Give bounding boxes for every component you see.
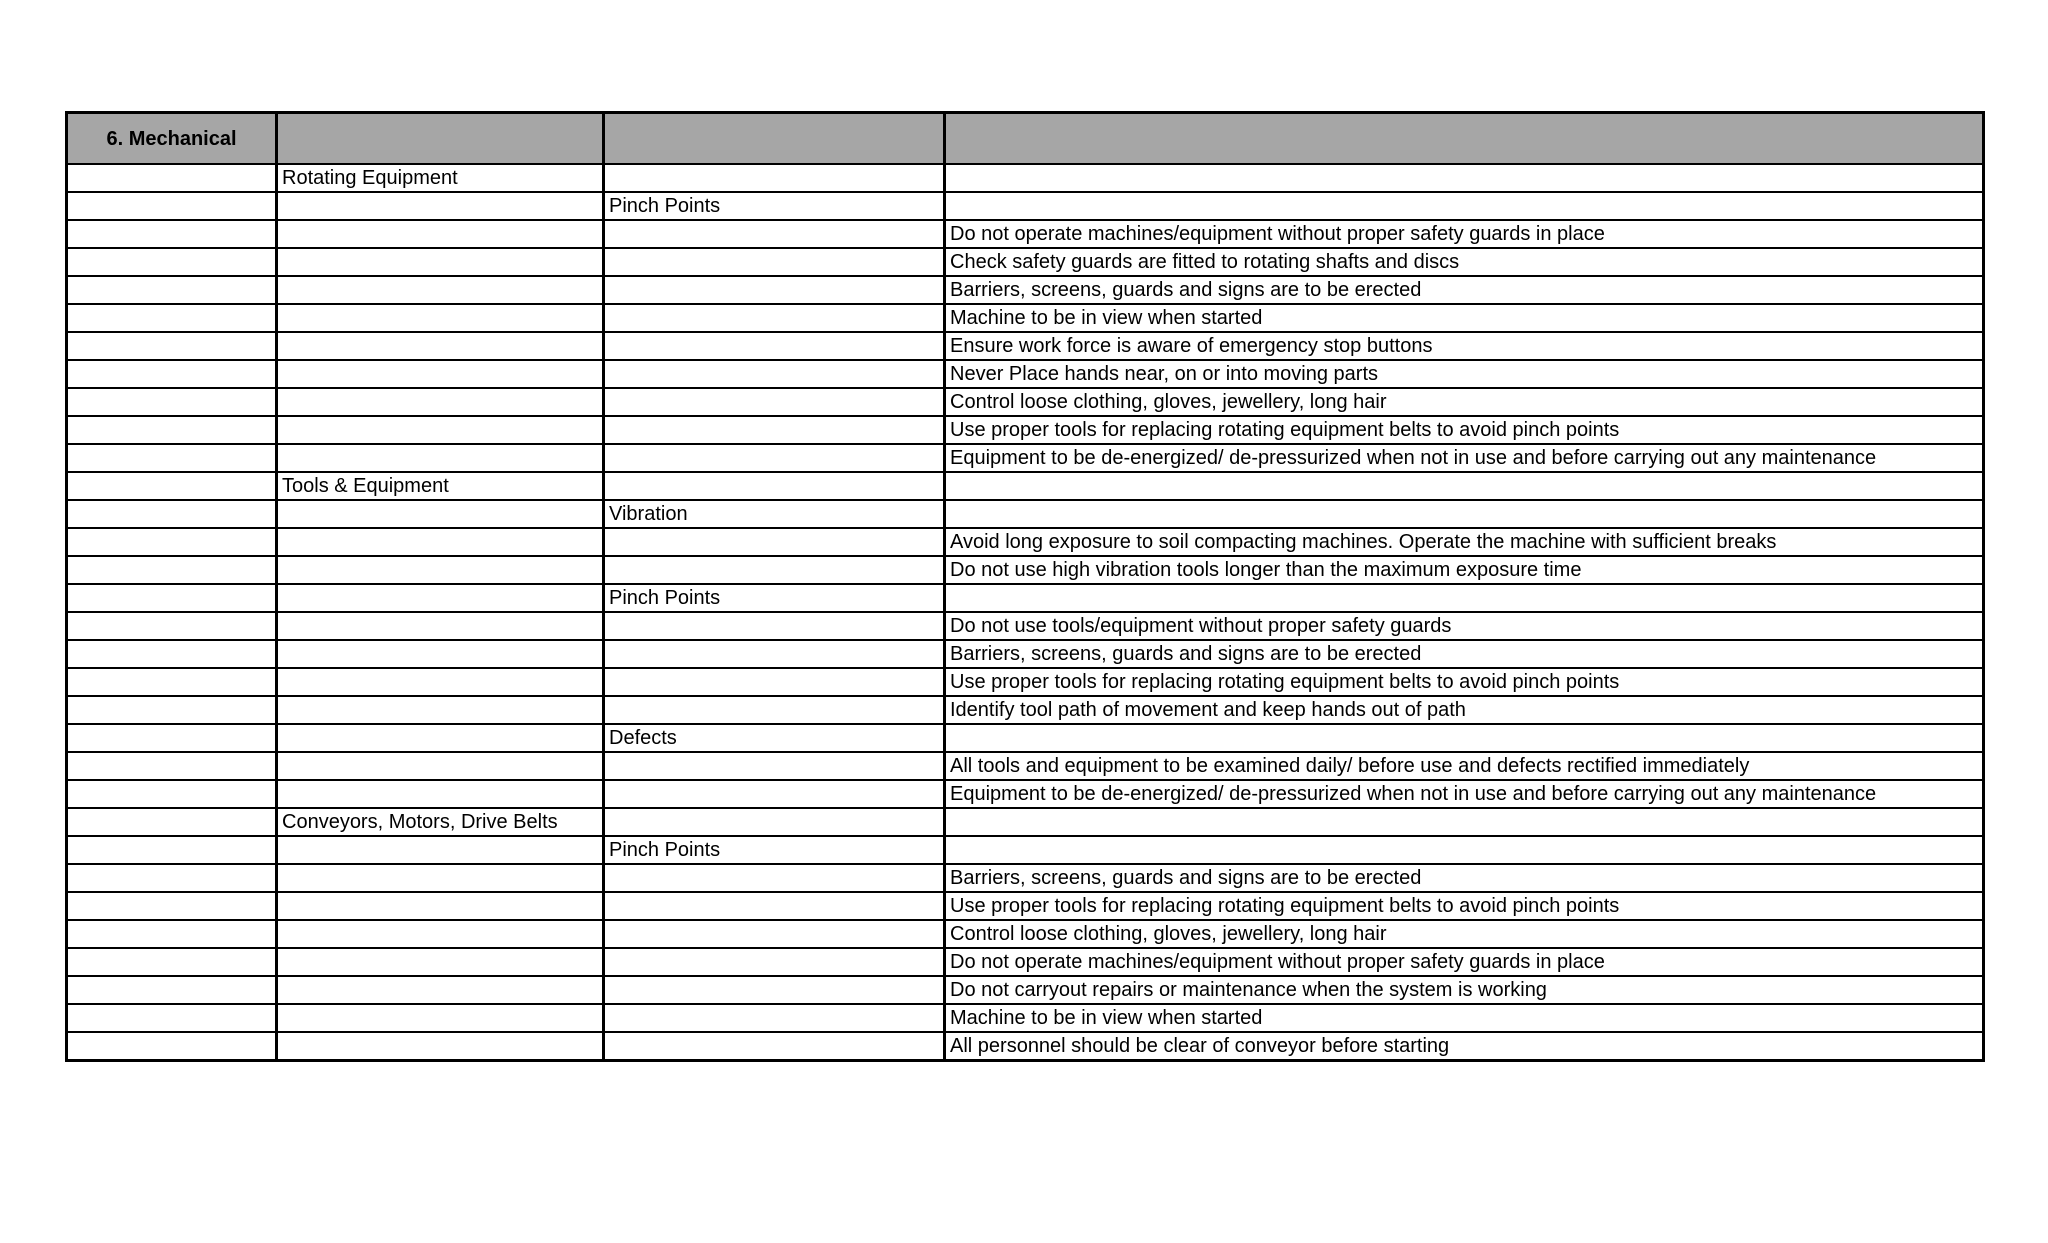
- cell-blank[interactable]: [67, 836, 277, 864]
- cell-blank[interactable]: [67, 668, 277, 696]
- cell-control[interactable]: Barriers, screens, guards and signs are to be erected: [945, 864, 1984, 892]
- cell-hazard[interactable]: [604, 556, 945, 584]
- cell-blank[interactable]: [67, 360, 277, 388]
- cell-hazard[interactable]: [604, 948, 945, 976]
- cell-blank[interactable]: [67, 892, 277, 920]
- cell-hazard[interactable]: [604, 220, 945, 248]
- cell-control[interactable]: Do not use tools/equipment without proper safety guards: [945, 612, 1984, 640]
- cell-control[interactable]: All tools and equipment to be examined daily/ before use and defects rectified immediately: [945, 752, 1984, 780]
- table-row: [67, 640, 1984, 668]
- cell-blank[interactable]: [67, 808, 277, 836]
- cell-category[interactable]: [277, 724, 604, 752]
- cell-control[interactable]: Check safety guards are fitted to rotating shafts and discs: [945, 248, 1984, 276]
- cell-hazard[interactable]: [604, 472, 945, 500]
- cell-blank[interactable]: [67, 752, 277, 780]
- cell-hazard[interactable]: [604, 892, 945, 920]
- cell-category[interactable]: Rotating Equipment: [277, 164, 604, 192]
- cell-category[interactable]: [277, 500, 604, 528]
- cell-control[interactable]: [945, 472, 1984, 500]
- cell-blank[interactable]: [67, 584, 277, 612]
- cell-category[interactable]: [277, 192, 604, 220]
- section-title[interactable]: 6. Mechanical: [67, 113, 277, 165]
- cell-hazard[interactable]: Pinch Points: [604, 836, 945, 864]
- table-row: [67, 1032, 1984, 1061]
- cell-blank[interactable]: [67, 556, 277, 584]
- header-row: [67, 113, 1984, 165]
- cell-category[interactable]: [277, 528, 604, 556]
- cell-hazard[interactable]: Pinch Points: [604, 192, 945, 220]
- cell-hazard[interactable]: [604, 640, 945, 668]
- table-row: [67, 920, 1984, 948]
- cell-category[interactable]: [277, 388, 604, 416]
- table-row: [67, 248, 1984, 276]
- cell-category[interactable]: [277, 1032, 604, 1061]
- cell-hazard[interactable]: [604, 276, 945, 304]
- table-row: [67, 276, 1984, 304]
- cell-category[interactable]: [277, 276, 604, 304]
- cell-category[interactable]: [277, 584, 604, 612]
- cell-category[interactable]: [277, 444, 604, 472]
- cell-control[interactable]: [945, 836, 1984, 864]
- cell-blank[interactable]: [67, 500, 277, 528]
- table-row: [67, 948, 1984, 976]
- cell-control[interactable]: Machine to be in view when started: [945, 1004, 1984, 1032]
- cell-control[interactable]: Use proper tools for replacing rotating equipment belts to avoid pinch points: [945, 668, 1984, 696]
- cell-control[interactable]: Equipment to be de-energized/ de-pressurized when not in use and before carrying out any maintenance: [945, 444, 1984, 472]
- table-row: [67, 584, 1984, 612]
- cell-blank[interactable]: [67, 920, 277, 948]
- cell-category[interactable]: [277, 920, 604, 948]
- cell-hazard[interactable]: [604, 920, 945, 948]
- table-row: [67, 220, 1984, 248]
- cell-control[interactable]: Equipment to be de-energized/ de-pressurized when not in use and before carrying out any maintenance: [945, 780, 1984, 808]
- cell-blank[interactable]: [67, 976, 277, 1004]
- cell-category[interactable]: [277, 360, 604, 388]
- cell-category[interactable]: Tools & Equipment: [277, 472, 604, 500]
- table-row: [67, 752, 1984, 780]
- table-row: [67, 780, 1984, 808]
- cell-blank[interactable]: [67, 388, 277, 416]
- cell-blank[interactable]: [67, 528, 277, 556]
- cell-control[interactable]: [945, 500, 1984, 528]
- cell-blank[interactable]: [67, 276, 277, 304]
- cell-blank[interactable]: [67, 220, 277, 248]
- cell-hazard[interactable]: [604, 416, 945, 444]
- cell-category[interactable]: [277, 220, 604, 248]
- cell-control[interactable]: Use proper tools for replacing rotating equipment belts to avoid pinch points: [945, 892, 1984, 920]
- cell-hazard[interactable]: [604, 248, 945, 276]
- cell-control[interactable]: Do not operate machines/equipment without proper safety guards in place: [945, 220, 1984, 248]
- table-row: [67, 696, 1984, 724]
- cell-blank[interactable]: [67, 164, 277, 192]
- table-row: [67, 892, 1984, 920]
- cell-category[interactable]: [277, 304, 604, 332]
- cell-blank[interactable]: [67, 780, 277, 808]
- cell-category[interactable]: [277, 836, 604, 864]
- cell-control[interactable]: Machine to be in view when started: [945, 304, 1984, 332]
- cell-control[interactable]: Ensure work force is aware of emergency stop buttons: [945, 332, 1984, 360]
- cell-hazard[interactable]: [604, 976, 945, 1004]
- table-row: [67, 836, 1984, 864]
- cell-category[interactable]: [277, 780, 604, 808]
- cell-category[interactable]: [277, 248, 604, 276]
- cell-hazard[interactable]: [604, 808, 945, 836]
- cell-category[interactable]: [277, 892, 604, 920]
- cell-control[interactable]: Barriers, screens, guards and signs are to be erected: [945, 640, 1984, 668]
- cell-hazard[interactable]: [604, 780, 945, 808]
- cell-category[interactable]: [277, 416, 604, 444]
- cell-hazard[interactable]: [604, 528, 945, 556]
- table-row: [67, 808, 1984, 836]
- table-row: [67, 360, 1984, 388]
- cell-control[interactable]: All personnel should be clear of conveyor before starting: [945, 1032, 1984, 1061]
- cell-blank[interactable]: [67, 1032, 277, 1061]
- cell-hazard[interactable]: Pinch Points: [604, 584, 945, 612]
- mechanical-hazard-table: [65, 111, 1985, 1062]
- cell-category[interactable]: [277, 332, 604, 360]
- cell-blank[interactable]: [67, 248, 277, 276]
- table-row: [67, 444, 1984, 472]
- cell-category[interactable]: [277, 696, 604, 724]
- cell-control[interactable]: Do not operate machines/equipment without proper safety guards in place: [945, 948, 1984, 976]
- cell-blank[interactable]: [67, 640, 277, 668]
- table-row: [67, 388, 1984, 416]
- cell-category[interactable]: Conveyors, Motors, Drive Belts: [277, 808, 604, 836]
- table-row: [67, 612, 1984, 640]
- cell-control[interactable]: Do not carryout repairs or maintenance when the system is working: [945, 976, 1984, 1004]
- cell-blank[interactable]: [67, 416, 277, 444]
- cell-hazard[interactable]: [604, 752, 945, 780]
- cell-blank[interactable]: [67, 948, 277, 976]
- table-body: [67, 164, 1984, 1061]
- table-row: [67, 1004, 1984, 1032]
- cell-hazard[interactable]: [604, 612, 945, 640]
- cell-control[interactable]: Barriers, screens, guards and signs are to be erected: [945, 276, 1984, 304]
- table-row: [67, 724, 1984, 752]
- table-row: [67, 192, 1984, 220]
- cell-category[interactable]: [277, 1004, 604, 1032]
- cell-control[interactable]: [945, 584, 1984, 612]
- cell-blank[interactable]: [67, 864, 277, 892]
- cell-blank[interactable]: [67, 444, 277, 472]
- cell-hazard[interactable]: [604, 864, 945, 892]
- cell-hazard[interactable]: Vibration: [604, 500, 945, 528]
- header-cell-category[interactable]: [277, 113, 604, 165]
- cell-blank[interactable]: [67, 1004, 277, 1032]
- cell-blank[interactable]: [67, 332, 277, 360]
- header-cell-hazard[interactable]: [604, 113, 945, 165]
- table-row: [67, 332, 1984, 360]
- cell-control[interactable]: [945, 724, 1984, 752]
- table-row: [67, 472, 1984, 500]
- cell-control[interactable]: Avoid long exposure to soil compacting machines. Operate the machine with sufficient breaks: [945, 528, 1984, 556]
- cell-blank[interactable]: [67, 472, 277, 500]
- cell-hazard[interactable]: [604, 668, 945, 696]
- cell-hazard[interactable]: [604, 1032, 945, 1061]
- table-row: [67, 416, 1984, 444]
- cell-hazard[interactable]: [604, 444, 945, 472]
- cell-hazard[interactable]: [604, 388, 945, 416]
- cell-blank[interactable]: [67, 192, 277, 220]
- cell-control[interactable]: [945, 192, 1984, 220]
- cell-category[interactable]: [277, 640, 604, 668]
- cell-control[interactable]: Never Place hands near, on or into moving parts: [945, 360, 1984, 388]
- cell-blank[interactable]: [67, 696, 277, 724]
- table-row: [67, 556, 1984, 584]
- cell-hazard[interactable]: [604, 164, 945, 192]
- table-row: [67, 864, 1984, 892]
- cell-control[interactable]: [945, 808, 1984, 836]
- table-row: [67, 976, 1984, 1004]
- cell-category[interactable]: [277, 752, 604, 780]
- cell-category[interactable]: [277, 612, 604, 640]
- cell-blank[interactable]: [67, 612, 277, 640]
- cell-category[interactable]: [277, 948, 604, 976]
- cell-blank[interactable]: [67, 304, 277, 332]
- cell-hazard[interactable]: [604, 1004, 945, 1032]
- cell-control[interactable]: Do not use high vibration tools longer than the maximum exposure time: [945, 556, 1984, 584]
- table-row: [67, 304, 1984, 332]
- cell-control[interactable]: Use proper tools for replacing rotating equipment belts to avoid pinch points: [945, 416, 1984, 444]
- cell-hazard[interactable]: [604, 332, 945, 360]
- cell-category[interactable]: [277, 668, 604, 696]
- cell-control[interactable]: Control loose clothing, gloves, jewellery, long hair: [945, 388, 1984, 416]
- table-row: [67, 500, 1984, 528]
- cell-control[interactable]: Control loose clothing, gloves, jewellery, long hair: [945, 920, 1984, 948]
- cell-hazard[interactable]: [604, 696, 945, 724]
- cell-control[interactable]: [945, 164, 1984, 192]
- cell-category[interactable]: [277, 556, 604, 584]
- header-cell-control[interactable]: [945, 113, 1984, 165]
- table-row: [67, 528, 1984, 556]
- cell-hazard[interactable]: [604, 360, 945, 388]
- cell-category[interactable]: [277, 976, 604, 1004]
- table-row: [67, 668, 1984, 696]
- table-row: [67, 164, 1984, 192]
- cell-hazard[interactable]: Defects: [604, 724, 945, 752]
- cell-control[interactable]: Identify tool path of movement and keep hands out of path: [945, 696, 1984, 724]
- cell-blank[interactable]: [67, 724, 277, 752]
- cell-hazard[interactable]: [604, 304, 945, 332]
- cell-category[interactable]: [277, 864, 604, 892]
